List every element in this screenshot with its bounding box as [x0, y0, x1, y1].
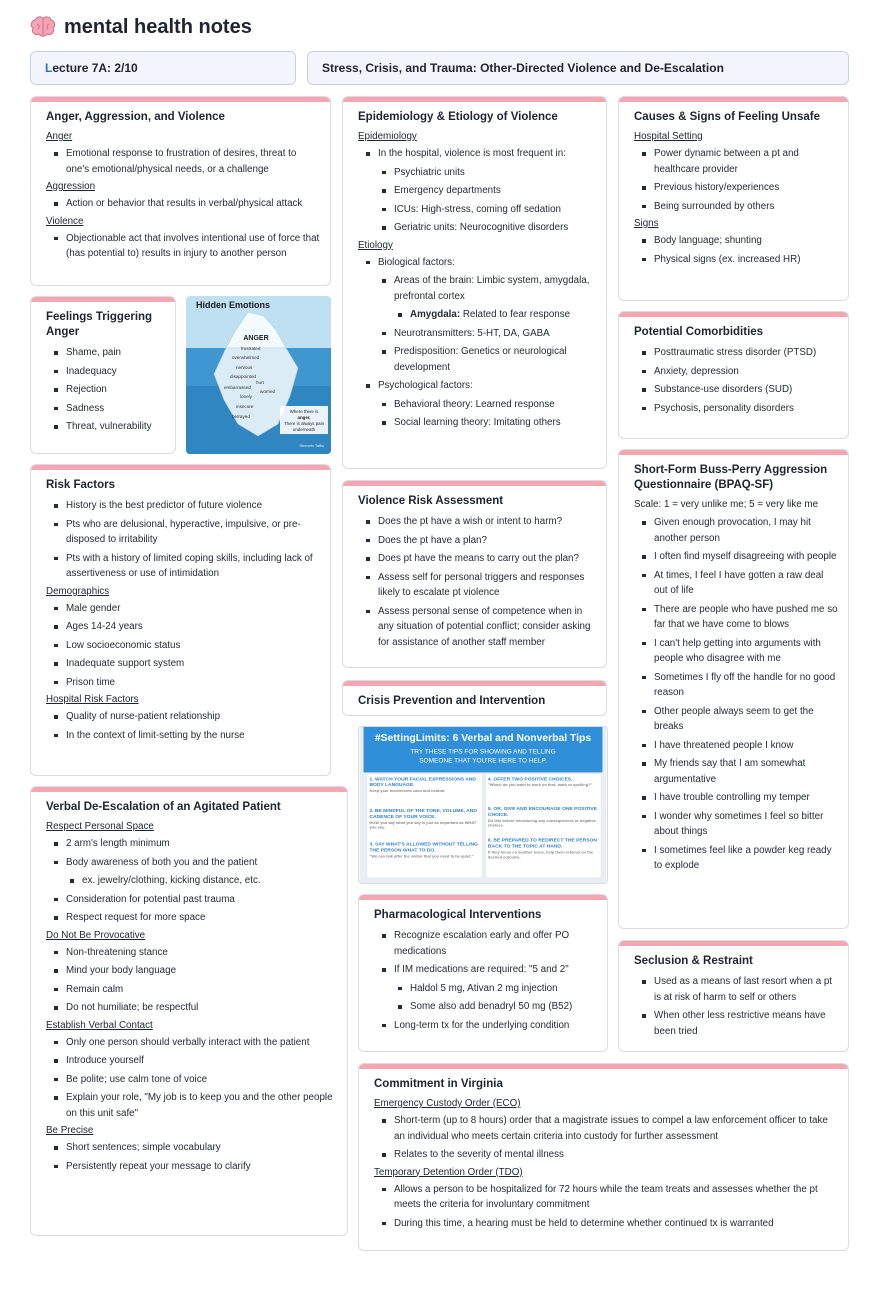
card-title: Commitment in Virginia	[374, 1078, 503, 1090]
card-seclusion-restraint	[618, 940, 849, 1052]
list-item: Do not humiliate; be respectful	[46, 1000, 337, 1016]
list-item: Objectionable act that involves intentional use of force that (has potential to) results in injury to another person	[46, 231, 320, 262]
subheading-violence: Violence	[46, 215, 84, 227]
subheading-aggression: Aggression	[46, 181, 96, 192]
card-title: Short-Form Buss-Perry Aggression Questionnaire (BPAQ-SF)	[634, 464, 828, 491]
card-title: Verbal De-Escalation of an Agitated Patient	[46, 801, 281, 813]
list-item: Only one person should verbally interact with the patient	[46, 1035, 337, 1051]
iceberg-word: betrayed	[232, 414, 250, 419]
list-item: Assess personal sense of competence when in any situation of potential conflict; consider asking for assistance of another staff member	[358, 604, 596, 651]
card-title: Risk Factors	[46, 479, 116, 491]
card-causes-signs-unsafe	[618, 96, 849, 301]
tip-4-detail: "Which do you want to work on first, math or spelling?"	[487, 782, 593, 788]
iceberg-note: There is always pain	[283, 421, 325, 426]
list-item: Power dynamic between a pt and healthcare provider	[634, 146, 838, 177]
list-item: Physical signs (ex. increased HR)	[634, 252, 838, 268]
list-item: Does the pt have a plan?	[358, 533, 596, 549]
list-item: Psychiatric units	[358, 165, 596, 181]
list-item: Inadequacy	[46, 364, 165, 380]
list-item: Does pt have the means to carry out the plan?	[358, 551, 596, 567]
list-item: Introduce yourself	[46, 1053, 337, 1069]
iceberg-word: frustrated	[241, 346, 261, 351]
list-item: Inadequate support system	[46, 656, 320, 672]
list-item: When other less restrictive means have been tried	[634, 1008, 838, 1039]
list-item: Does the pt have a wish or intent to harm?	[358, 514, 596, 530]
list-item: Substance-use disorders (SUD)	[634, 382, 838, 398]
card-violence-risk-assessment	[342, 480, 607, 668]
tip-3: 3. SAY WHAT'S ALLOWED WITHOUT TELLING THE PERSON WHAT TO DO.	[369, 841, 478, 854]
iceberg-word: nervous	[236, 365, 253, 370]
list-item: Low socioeconomic status	[46, 638, 320, 654]
list-item: Behavioral theory: Learned response	[358, 397, 596, 413]
list-item: Consideration for potential past trauma	[46, 892, 337, 908]
tip-2: 2. BE MINDFUL OF THE TONE, VOLUME, AND CADENCE OF YOUR VOICE.	[369, 807, 477, 820]
page-title: mental health notes	[64, 15, 252, 38]
subheading-signs: Signs	[634, 218, 659, 229]
subheading-personal-space: Respect Personal Space	[46, 821, 154, 832]
list-item: 2 arm's length minimum	[46, 836, 337, 852]
list-item: There are people who have pushed me so far that we have come to blows	[634, 602, 838, 633]
iceberg-word: insecure	[236, 404, 254, 409]
list-item: Body language; shunting	[634, 233, 838, 249]
list-item: Sadness	[46, 401, 165, 417]
list-item: Assess self for personal triggers and responses likely to escalate pt violence	[358, 570, 596, 601]
card-anger-aggression-violence	[30, 96, 331, 286]
list-item: In the hospital, violence is most frequent in:	[358, 146, 596, 162]
list-item: Body awareness of both you and the patient	[46, 855, 337, 871]
list-item: Be polite; use calm tone of voice	[46, 1072, 337, 1088]
card-epidemiology-etiology	[342, 96, 607, 469]
list-item: I have trouble controlling my temper	[634, 790, 838, 806]
scale-text: Scale: 1 = very unlike me; 5 = very like me	[634, 499, 819, 510]
card-bpaq-sf	[618, 449, 849, 929]
iceberg-word: embarrassed	[224, 385, 251, 390]
iceberg-note: Where there is	[289, 409, 319, 414]
list-item: Respect request for more space	[46, 910, 337, 926]
iceberg-top-word: ANGER	[243, 335, 269, 342]
lecture-label: ecture 7A: 2/10	[52, 61, 138, 75]
tip-2-detail: HOW you say what you say is just as important as WHAT you say.	[369, 819, 477, 830]
list-item: Threat, vulnerability	[46, 419, 165, 435]
card-title: Feelings Triggering Anger	[46, 311, 153, 338]
list-item: Ages 14-24 years	[46, 619, 320, 635]
list-item	[358, 307, 596, 323]
list-item: Persistently repeat your message to clarify	[46, 1159, 337, 1175]
card-verbal-de-escalation	[30, 786, 348, 1236]
list-item: Quality of nurse-patient relationship	[46, 709, 320, 725]
list-item: Posttraumatic stress disorder (PTSD)	[634, 345, 838, 361]
card-pharmacological-interventions	[358, 894, 608, 1052]
list-item: Given enough provocation, I may hit another person	[634, 515, 838, 546]
list-item: Male gender	[46, 601, 320, 617]
list-item: Long-term tx for the underlying condition	[374, 1018, 597, 1034]
list-item: Haldol 5 mg, Ativan 2 mg injection	[374, 981, 597, 997]
brain-icon	[30, 16, 56, 38]
list-item: Other people always seem to get the breaks	[634, 704, 838, 735]
subheading-not-provocative: Do Not Be Provocative	[46, 929, 146, 941]
card-commitment-virginia	[358, 1063, 849, 1251]
list-item: Social learning theory: Imitating others	[358, 415, 596, 431]
subheading-hospital-setting: Hospital Setting	[634, 131, 703, 142]
list-item: Shame, pain	[46, 345, 165, 361]
list-item: Neurotransmitters: 5-HT, DA, GABA	[358, 326, 596, 342]
iceberg-note: anger,	[297, 415, 311, 420]
subheading-etiology: Etiology	[358, 239, 393, 251]
tips-heading: #SettingLimits: 6 Verbal and Nonverbal Tips	[374, 732, 592, 744]
list-item: Pts with a history of limited coping skills, including lack of assertiveness or use of intimidation	[46, 551, 320, 582]
card-title: Violence Risk Assessment	[358, 495, 504, 507]
list-item: Previous history/experiences	[634, 180, 838, 196]
list-item: Short sentences; simple vocabulary	[46, 1140, 337, 1156]
list-item: Rejection	[46, 382, 165, 398]
card-title: Potential Comorbidities	[634, 326, 764, 338]
iceberg-note: underneath	[292, 427, 316, 432]
list-item: I can't help getting into arguments with people who disagree with me	[634, 636, 838, 667]
iceberg-word: hurt	[256, 380, 264, 385]
iceberg-credit: Sherwin Talks	[299, 443, 324, 448]
subheading-hospital-risk: Hospital Risk Factors	[46, 694, 139, 705]
card-title: Crisis Prevention and Intervention	[358, 695, 546, 707]
amygdala-def: Related to fear response	[460, 309, 571, 320]
list-item: I sometimes feel like a powder keg ready to explode	[634, 843, 838, 874]
list-item: I often find myself disagreeing with people	[634, 549, 838, 565]
list-item: Biological factors:	[358, 255, 596, 271]
list-item: Prison time	[46, 675, 320, 691]
list-item: ICUs: High-stress, coming off sedation	[358, 202, 596, 218]
tip-1-detail: Keep your movements calm and neutral.	[369, 788, 446, 794]
list-item: If IM medications are required: "5 and 2"	[374, 962, 597, 978]
list-item: Short-term (up to 8 hours) order that a magistrate issues to compel a law enforcement officer to take an individual who meets certain criteria into custody for further assessment	[374, 1113, 838, 1144]
card-risk-factors	[30, 464, 331, 776]
lecture-prefix: L	[45, 61, 53, 75]
list-item: My friends say that I am somewhat argumentative	[634, 756, 838, 787]
tip-5-detail: Do this before introducing any consequences or negative choices.	[487, 817, 596, 828]
list-item: I have threatened people I know	[634, 738, 838, 754]
subheading-epidemiology: Epidemiology	[358, 131, 417, 142]
tip-3-detail: "We can talk after the visitor that you need to be quiet."	[369, 853, 474, 859]
list-item: Mind your body language	[46, 963, 337, 979]
tip-6-detail: If they focus on another issue, help them refocus on the desired outcome.	[487, 849, 594, 860]
list-item: Areas of the brain: Limbic system, amygdala, prefrontal cortex	[358, 273, 596, 304]
list-item: Emergency departments	[358, 183, 596, 199]
tip-1: 1. WATCH YOUR FACIAL EXPRESSIONS AND BODY LANGUAGE.	[369, 776, 476, 789]
list-item: Allows a person to be hospitalized for 72 hours while the team treats and assesses whether the pt meets the criteria for involuntary commitment	[374, 1182, 838, 1213]
tip-6: 6. BE PREPARED TO REDIRECT THE PERSON BACK TO THE TOPIC AT HAND.	[487, 837, 597, 850]
amygdala-term: Amygdala:	[410, 309, 461, 320]
list-item: History is the best predictor of future violence	[46, 498, 320, 514]
list-item: Psychosis, personality disorders	[634, 401, 838, 417]
subheading-demographics: Demographics	[46, 585, 110, 597]
list-item: Geriatric units: Neurocognitive disorders	[358, 220, 596, 236]
list-item: Relates to the severity of mental illness	[374, 1147, 838, 1163]
list-item: At times, I feel I have gotten a raw deal out of life	[634, 568, 838, 599]
tip-4: 4. OFFER TWO POSITIVE CHOICES.	[487, 776, 573, 783]
list-item: Action or behavior that results in verbal/physical attack	[46, 196, 320, 212]
topic-label: Stress, Crisis, and Trauma: Other-Directed Violence and De-Escalation	[322, 61, 724, 75]
lecture-header	[30, 51, 296, 85]
topic-header	[307, 51, 849, 85]
list-item: Psychological factors:	[358, 378, 596, 394]
tips-subheading: TRY THESE TIPS FOR SHOWING AND TELLING	[410, 748, 556, 756]
list-item: In the context of limit-setting by the nurse	[46, 728, 320, 744]
list-item: Emotional response to frustration of desires, threat to one's emotional/physical needs, or a challenge	[46, 146, 320, 177]
list-item: Being surrounded by others	[634, 199, 838, 215]
card-potential-comorbidities	[618, 311, 849, 439]
list-item: Explain your role, "My job is to keep you and the other people on this unit safe"	[46, 1090, 337, 1121]
card-title: Seclusion & Restraint	[634, 955, 753, 967]
card-title: Epidemiology & Etiology of Violence	[358, 111, 558, 123]
tip-5: 5. OR, GIVE AND ENCOURAGE ONE POSITIVE CHOICE.	[487, 805, 597, 818]
list-item: Non-threatening stance	[46, 945, 337, 961]
subheading-eco: Emergency Custody Order (ECO)	[374, 1098, 521, 1109]
hidden-emotions-iceberg-image	[186, 296, 331, 454]
card-feelings-triggering-anger	[30, 296, 176, 454]
card-crisis-prevention	[342, 680, 607, 716]
subheading-be-precise: Be Precise	[46, 1125, 94, 1136]
list-item: During this time, a hearing must be held to determine whether continued tx is warranted	[374, 1216, 838, 1232]
list-item: ex. jewelry/clothing, kicking distance, etc.	[46, 873, 337, 889]
iceberg-word: disappointed	[230, 374, 257, 379]
list-item: Sometimes I fly off the handle for no good reason	[634, 670, 838, 701]
subheading-tdo: Temporary Detention Order (TDO)	[374, 1166, 523, 1178]
list-item: Used as a means of last resort when a pt is at risk of harm to self or others	[634, 974, 838, 1005]
tips-subheading: SOMEONE THAT YOU'RE HERE TO HELP.	[419, 757, 547, 765]
list-item: I wonder why sometimes I feel so bitter about things	[634, 809, 838, 840]
iceberg-word: worried	[260, 389, 276, 394]
subheading-anger: Anger	[46, 131, 73, 142]
card-title: Causes & Signs of Feeling Unsafe	[634, 111, 820, 123]
card-title: Pharmacological Interventions	[374, 909, 542, 921]
list-item: Anxiety, depression	[634, 364, 838, 380]
card-title: Anger, Aggression, and Violence	[46, 111, 225, 123]
list-item: Some also add benadryl 50 mg (B52)	[374, 999, 597, 1015]
list-item: Predisposition: Genetics or neurological development	[358, 344, 596, 375]
list-item: Pts who are delusional, hyperactive, impulsive, or pre-disposed to irritability	[46, 517, 320, 548]
subheading-verbal-contact: Establish Verbal Contact	[46, 1019, 153, 1031]
page-title-row	[30, 12, 252, 42]
iceberg-word: lonely	[240, 394, 253, 399]
iceberg-title: Hidden Emotions	[196, 300, 270, 310]
setting-limits-tips-image	[358, 726, 608, 884]
list-item: Remain calm	[46, 982, 337, 998]
list-item: Recognize escalation early and offer PO medications	[374, 928, 597, 959]
iceberg-word: overwhelmed	[232, 355, 260, 360]
